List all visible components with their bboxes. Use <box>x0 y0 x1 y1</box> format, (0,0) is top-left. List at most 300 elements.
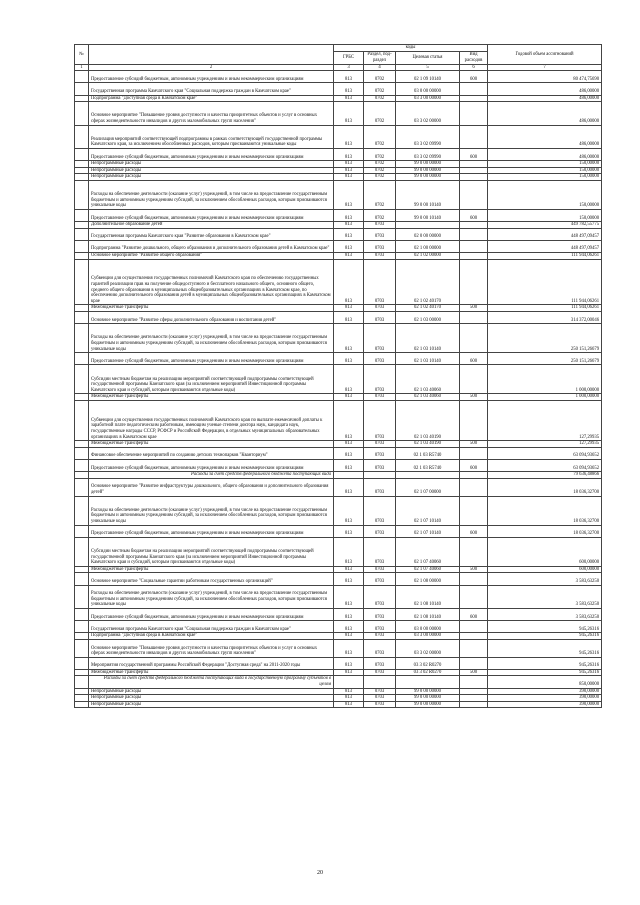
row-section-cell <box>364 676 396 688</box>
table-row <box>75 174 602 181</box>
row-target-cell: 99 0 00 00000 <box>396 695 460 702</box>
row-amount-cell: 250 151,26679 <box>488 353 602 365</box>
row-grbs-cell <box>334 472 364 479</box>
row-section-cell: 0703 <box>364 657 396 669</box>
row-number-cell <box>75 525 89 537</box>
row-type-cell: 600 <box>460 525 488 537</box>
row-name-cell: Расходы на обеспечение деятельности (оказание услуг) учреждений, в том числе на предоставление государственным бюджетным и автономным учреждениям субсидий, за исключением обособленных расходов, которым присваиваются уникальные коды <box>89 585 334 608</box>
table-row-note <box>75 676 602 688</box>
row-target-cell: 02 1 08 10140 <box>396 608 460 620</box>
row-section-cell <box>364 472 396 479</box>
row-type-cell: 500 <box>460 566 488 573</box>
row-section-cell: 0703 <box>364 639 396 657</box>
row-name-cell: Непрограммные расходы <box>89 167 334 174</box>
row-number-cell <box>75 657 89 669</box>
row-type-cell: 500 <box>460 669 488 676</box>
row-type-cell <box>460 222 488 229</box>
row-type-cell <box>460 180 488 209</box>
row-section-cell: 0703 <box>364 633 396 640</box>
row-number-cell <box>75 161 89 168</box>
row-grbs-cell: 813 <box>334 161 364 168</box>
row-amount-cell: 3 583,63250 <box>488 608 602 620</box>
row-target-cell: 02 0 00 00000 <box>396 228 460 240</box>
row-type-cell: 600 <box>460 209 488 221</box>
table-row <box>75 669 602 676</box>
table-row <box>75 148 602 160</box>
row-grbs-cell: 813 <box>334 167 364 174</box>
table-row <box>75 71 602 83</box>
row-type-cell <box>460 240 488 252</box>
row-grbs-cell: 813 <box>334 83 364 95</box>
row-amount-cell: 150,00000 <box>488 167 602 174</box>
row-section-cell: 0702 <box>364 174 396 181</box>
row-name-cell: Непрограммные расходы <box>89 701 334 708</box>
row-number-cell <box>75 222 89 229</box>
row-target-cell: 02 1 03 R5740 <box>396 447 460 459</box>
row-section-cell: 0703 <box>364 447 396 459</box>
row-section-cell: 0702 <box>364 180 396 209</box>
row-section-cell: 0703 <box>364 585 396 608</box>
row-target-cell: 99 0 00 00000 <box>396 688 460 695</box>
row-section-cell: 0703 <box>364 478 396 496</box>
row-section-cell: 0703 <box>364 240 396 252</box>
table-row <box>75 95 602 102</box>
row-section-cell: 0703 <box>364 253 396 260</box>
table-row <box>75 441 602 448</box>
row-name-cell: Государственная программа Камчатского края "Развитие образования в Камчатском крае" <box>89 228 334 240</box>
row-target-cell: 99 0 00 00000 <box>396 701 460 708</box>
row-number-cell <box>75 324 89 353</box>
row-target-cell: 03 3 02 09990 <box>396 148 460 160</box>
row-name-cell: Расходы на обеспечение деятельности (оказание услуг) учреждений, в том числе на предоставление государственным бюджетным и автономным учреждениям субсидий, за исключением обособленных расходов, которым присваиваются уникальные коды <box>89 180 334 209</box>
row-amount-cell: 250 151,26679 <box>488 324 602 353</box>
row-grbs-cell: 813 <box>334 701 364 708</box>
row-target-cell: 02 1 03 R5740 <box>396 459 460 471</box>
row-section-cell: 0703 <box>364 573 396 585</box>
table-row <box>75 701 602 708</box>
row-type-cell <box>460 161 488 168</box>
row-grbs-cell: 813 <box>334 657 364 669</box>
row-number-cell <box>75 688 89 695</box>
row-section-cell: 0703 <box>364 688 396 695</box>
row-grbs-cell: 813 <box>334 240 364 252</box>
row-name-cell: Дополнительное образование детей <box>89 222 334 229</box>
row-section-cell: 0703 <box>364 401 396 441</box>
row-number-cell <box>75 472 89 479</box>
row-name-cell: Финансовое обеспечение мероприятий по созданию детских технопарков "Кванториум" <box>89 447 334 459</box>
row-type-cell <box>460 633 488 640</box>
row-grbs-cell: 813 <box>334 621 364 633</box>
row-type-cell <box>460 228 488 240</box>
row-amount-cell: 111 944,06261 <box>488 305 602 312</box>
row-grbs-cell: 813 <box>334 394 364 401</box>
row-target-cell: 03 0 00 00000 <box>396 621 460 633</box>
row-type-cell <box>460 95 488 102</box>
table-row <box>75 566 602 573</box>
row-amount-cell: 18 036,32700 <box>488 525 602 537</box>
row-target-cell: 99 0 00 10140 <box>396 180 460 209</box>
row-section-cell: 0703 <box>364 259 396 305</box>
row-number-cell <box>75 695 89 702</box>
row-amount-cell: 486,00000 <box>488 83 602 95</box>
row-number-cell <box>75 174 89 181</box>
row-number-cell <box>75 102 89 125</box>
table-row <box>75 496 602 525</box>
row-section-cell: 0703 <box>364 695 396 702</box>
row-target-cell: 02 1 07 40060 <box>396 537 460 566</box>
table-row <box>75 83 602 95</box>
row-name-cell: Основное мероприятие "Социальные гарантии работникам государственных организаций" <box>89 573 334 585</box>
row-target-cell: 02 1 08 10140 <box>396 585 460 608</box>
row-section-cell: 0703 <box>364 621 396 633</box>
row-section-cell: 0702 <box>364 167 396 174</box>
row-name-cell: Субвенции для осуществления государственных полномочий Камчатского края по обеспечению государственных гарантий реализации прав на получение общедоступного и бесплатного начального общего, основного общего, среднего общего образования в муниципальных общеобразовательных организациях в Камчатском крае, по обеспечению дополнительного образования детей в муниципальных общеобразовательных организациях в Камчатском крае <box>89 259 334 305</box>
row-section-cell: 0703 <box>364 365 396 394</box>
table-row <box>75 228 602 240</box>
row-section-cell: 0703 <box>364 324 396 353</box>
row-section-cell: 0703 <box>364 228 396 240</box>
row-grbs-cell: 813 <box>334 585 364 608</box>
row-name-cell: Субвенции для осуществления государственных полномочий Камчатского края по выплате ежемесячной доплаты к заработной плате педагогическим работникам, имеющим ученые степени доктора наук, кандидата наук, государственные награды СССР, РСФСР и Российской Федерации, в отдельных муниципальных образовательных организациях в Камчатском крае <box>89 401 334 441</box>
row-amount-cell: 486,00000 <box>488 148 602 160</box>
table-row <box>75 353 602 365</box>
row-type-cell: 600 <box>460 608 488 620</box>
row-type-cell <box>460 102 488 125</box>
row-name-cell: Расходы за счет средств федерального бюджета поступающих вида в государственную программу субъектов в целом <box>89 676 334 688</box>
row-grbs-cell: 813 <box>334 174 364 181</box>
row-grbs-cell: 813 <box>334 71 364 83</box>
row-type-cell <box>460 639 488 657</box>
row-type-cell <box>460 657 488 669</box>
row-amount-cell: 850,00000 <box>488 676 602 688</box>
row-section-cell: 0703 <box>364 353 396 365</box>
row-grbs-cell: 813 <box>334 566 364 573</box>
header-section: Раздел, под-раздел <box>364 51 396 64</box>
row-amount-cell: 79 636,48866 <box>488 472 602 479</box>
row-type-cell <box>460 472 488 479</box>
row-grbs-cell <box>334 676 364 688</box>
row-type-cell <box>460 573 488 585</box>
row-section-cell: 0703 <box>364 394 396 401</box>
row-target-cell: 02 1 03 00000 <box>396 312 460 324</box>
table-row <box>75 209 602 221</box>
row-grbs-cell: 813 <box>334 447 364 459</box>
row-type-cell <box>460 401 488 441</box>
row-amount-cell: 486,00000 <box>488 125 602 148</box>
row-grbs-cell: 813 <box>334 253 364 260</box>
row-number-cell <box>75 585 89 608</box>
row-number-cell <box>75 478 89 496</box>
row-number-cell <box>75 669 89 676</box>
row-number-cell <box>75 496 89 525</box>
row-name-cell: Межбюджетные трансферты <box>89 441 334 448</box>
row-amount-cell: 945,26316 <box>488 639 602 657</box>
table-row <box>75 222 602 229</box>
table-row <box>75 657 602 669</box>
table-row <box>75 312 602 324</box>
row-number-cell <box>75 228 89 240</box>
row-name-cell: Основное мероприятие "Развитие общего образования" <box>89 253 334 260</box>
row-number-cell <box>75 633 89 640</box>
row-amount-cell: 80 474,75690 <box>488 71 602 83</box>
column-number: 7 <box>488 64 602 71</box>
row-name-cell: Непрограммные расходы <box>89 161 334 168</box>
table-row-note <box>75 472 602 479</box>
row-amount-cell: 1 000,00000 <box>488 365 602 394</box>
row-target-cell: 03 3 00 00000 <box>396 95 460 102</box>
row-grbs-cell: 813 <box>334 525 364 537</box>
table-row <box>75 688 602 695</box>
table-row <box>75 447 602 459</box>
row-number-cell <box>75 95 89 102</box>
row-type-cell: 600 <box>460 148 488 160</box>
row-name-cell: Предоставление субсидий бюджетным, автономным учреждениям и иным некоммерческим организациям <box>89 71 334 83</box>
row-number-cell <box>75 621 89 633</box>
row-amount-cell: 3 583,63250 <box>488 573 602 585</box>
row-type-cell: 500 <box>460 394 488 401</box>
row-grbs-cell: 813 <box>334 102 364 125</box>
row-type-cell <box>460 621 488 633</box>
column-number: 5 <box>396 64 460 71</box>
row-target-cell: 02 1 07 40060 <box>396 566 460 573</box>
row-amount-cell: 945,26316 <box>488 657 602 669</box>
table-row <box>75 305 602 312</box>
row-target-cell: 03 3 00 00000 <box>396 633 460 640</box>
row-number-cell <box>75 259 89 305</box>
row-name-cell: Предоставление субсидий бюджетным, автономным учреждениям и иным некоммерческим организациям <box>89 525 334 537</box>
row-number-cell <box>75 537 89 566</box>
row-target-cell: 02 1 02 40170 <box>396 305 460 312</box>
row-section-cell: 0702 <box>364 83 396 95</box>
row-name-cell: Межбюджетные трансферты <box>89 669 334 676</box>
row-grbs-cell: 813 <box>334 537 364 566</box>
row-number-cell <box>75 83 89 95</box>
row-number-cell <box>75 312 89 324</box>
row-target-cell: 03 3 02 R0270 <box>396 669 460 676</box>
row-section-cell: 0703 <box>364 669 396 676</box>
table-body <box>75 71 602 708</box>
row-number-cell <box>75 573 89 585</box>
row-number-cell <box>75 365 89 394</box>
row-type-cell <box>460 312 488 324</box>
row-grbs-cell: 813 <box>334 441 364 448</box>
row-section-cell: 0703 <box>364 496 396 525</box>
row-target-cell: 02 1 03 40060 <box>396 394 460 401</box>
row-type-cell <box>460 447 488 459</box>
row-name-cell: Предоставление субсидий бюджетным, автономным учреждениям и иным некоммерческим организациям <box>89 148 334 160</box>
row-amount-cell: 1 000,00000 <box>488 394 602 401</box>
row-name-cell: Расходы на обеспечение деятельности (оказание услуг) учреждений, в том числе на предоставление государственным бюджетным и автономным учреждениям субсидий, за исключением обособленных расходов, которым присваиваются уникальные коды <box>89 324 334 353</box>
row-number-cell <box>75 608 89 620</box>
row-type-cell <box>460 478 488 496</box>
row-grbs-cell: 813 <box>334 222 364 229</box>
row-amount-cell: 945,26316 <box>488 621 602 633</box>
row-grbs-cell: 813 <box>334 365 364 394</box>
row-type-cell <box>460 83 488 95</box>
row-type-cell <box>460 537 488 566</box>
row-type-cell <box>460 701 488 708</box>
row-section-cell: 0703 <box>364 312 396 324</box>
table-row <box>75 459 602 471</box>
row-target-cell: 03 3 02 09990 <box>396 125 460 148</box>
row-section-cell: 0702 <box>364 125 396 148</box>
header-grbs: ГРБС <box>334 51 364 64</box>
row-name-cell: Реализация мероприятий соответствующей подпрограммы в рамках соответствующей государственной программы Камчатского края, за исключением обособленных расходов, которым присваиваются уникальные коды <box>89 125 334 148</box>
row-grbs-cell: 813 <box>334 496 364 525</box>
row-name-cell: Государственная программа Камчатского края "Социальная поддержка граждан в Камчатском крае" <box>89 83 334 95</box>
row-name-cell: Основное мероприятие "Развитие сферы дополнительного образования и воспитания детей" <box>89 312 334 324</box>
row-grbs-cell: 813 <box>334 228 364 240</box>
row-amount-cell: 390,00000 <box>488 701 602 708</box>
header-number: № <box>75 45 89 65</box>
table-row <box>75 621 602 633</box>
row-amount-cell: 945,26316 <box>488 633 602 640</box>
row-amount-cell: 3 583,63250 <box>488 585 602 608</box>
row-number-cell <box>75 180 89 209</box>
row-amount-cell: 127,29935 <box>488 401 602 441</box>
row-number-cell <box>75 148 89 160</box>
header-column-numbers <box>75 64 602 71</box>
table-header <box>75 45 602 71</box>
row-target-cell: 02 1 03 10140 <box>396 324 460 353</box>
row-section-cell: 0703 <box>364 608 396 620</box>
row-name-cell: Предоставление субсидий бюджетным, автономным учреждениям и иным некоммерческим организациям <box>89 608 334 620</box>
row-number-cell <box>75 639 89 657</box>
row-number-cell <box>75 676 89 688</box>
row-grbs-cell: 813 <box>334 259 364 305</box>
row-name-cell: Межбюджетные трансферты <box>89 566 334 573</box>
row-target-cell: 99 0 00 00000 <box>396 161 460 168</box>
row-grbs-cell: 813 <box>334 695 364 702</box>
row-grbs-cell: 813 <box>334 95 364 102</box>
table-row <box>75 478 602 496</box>
row-grbs-cell: 813 <box>334 324 364 353</box>
row-section-cell: 0703 <box>364 566 396 573</box>
row-target-cell <box>396 472 460 479</box>
row-name-cell: Мероприятия государственной программы Российской Федерации "Доступная среда" на 2011-2020 годы <box>89 657 334 669</box>
row-grbs-cell: 813 <box>334 312 364 324</box>
row-amount-cell: 63 094,93652 <box>488 447 602 459</box>
row-grbs-cell: 813 <box>334 305 364 312</box>
column-number: 3 <box>334 64 364 71</box>
table-row <box>75 394 602 401</box>
row-number-cell <box>75 71 89 83</box>
row-number-cell <box>75 240 89 252</box>
header-target: Целевая статья <box>396 51 460 64</box>
row-grbs-cell: 813 <box>334 459 364 471</box>
row-type-cell <box>460 365 488 394</box>
row-amount-cell: 486,00000 <box>488 95 602 102</box>
row-section-cell: 0703 <box>364 701 396 708</box>
row-grbs-cell: 813 <box>334 353 364 365</box>
row-target-cell: 02 1 03 40190 <box>396 441 460 448</box>
row-target-cell: 02 1 09 10140 <box>396 71 460 83</box>
row-grbs-cell: 813 <box>334 209 364 221</box>
row-number-cell <box>75 566 89 573</box>
row-type-cell <box>460 585 488 608</box>
row-name-cell: Непрограммные расходы <box>89 688 334 695</box>
row-target-cell: 99 0 00 00000 <box>396 167 460 174</box>
row-name-cell: Межбюджетные трансферты <box>89 305 334 312</box>
row-target-cell: 02 1 00 00000 <box>396 240 460 252</box>
row-target-cell: 02 1 03 40060 <box>396 365 460 394</box>
page-number: 20 <box>317 870 323 876</box>
row-name-cell: Основное мероприятие "Повышение уровня доступности и качества приоритетных объектов и услуг в основных сферах жизнедеятельности инвалидов и других маломобильных групп населения" <box>89 102 334 125</box>
table-row <box>75 167 602 174</box>
table-row <box>75 259 602 305</box>
row-name-cell: Субсидии местным бюджетам на реализацию мероприятий соответствующей подпрограммы соответствующей государственной программы Камчатского края (за исключением мероприятий Инвестиционной программы Камчатского края и субсидий, которым присваиваются отдельные коды) <box>89 537 334 566</box>
row-target-cell <box>396 676 460 688</box>
row-name-cell: Основное мероприятие "Развитие инфраструктуры дошкольного, общего образования и дополнительного образования детей" <box>89 478 334 496</box>
table-row <box>75 537 602 566</box>
table-row <box>75 573 602 585</box>
row-amount-cell: 150,00000 <box>488 161 602 168</box>
header-amount: Годовой объем ассигнований <box>488 45 602 65</box>
row-number-cell <box>75 353 89 365</box>
row-section-cell: 0703 <box>364 441 396 448</box>
header-name <box>89 45 334 65</box>
row-number-cell <box>75 394 89 401</box>
row-number-cell <box>75 253 89 260</box>
row-type-cell <box>460 125 488 148</box>
row-type-cell <box>460 259 488 305</box>
row-name-cell: Предоставление субсидий бюджетным, автономным учреждениям и иным некоммерческим организациям <box>89 353 334 365</box>
row-section-cell: 0702 <box>364 209 396 221</box>
row-amount-cell: 150,00000 <box>488 174 602 181</box>
row-type-cell <box>460 688 488 695</box>
row-section-cell: 0702 <box>364 102 396 125</box>
table-row <box>75 525 602 537</box>
table-row <box>75 240 602 252</box>
row-number-cell <box>75 447 89 459</box>
row-target-cell: 99 0 00 10140 <box>396 209 460 221</box>
row-number-cell <box>75 305 89 312</box>
row-grbs-cell: 813 <box>334 573 364 585</box>
row-grbs-cell: 813 <box>334 633 364 640</box>
row-type-cell: 500 <box>460 305 488 312</box>
row-target-cell: 03 3 02 00000 <box>396 102 460 125</box>
row-target-cell: 03 3 02 00000 <box>396 639 460 657</box>
row-amount-cell: 486,00000 <box>488 102 602 125</box>
row-name-cell: Основное мероприятие "Повышение уровня доступности и качества приоритетных объектов и услуг в основных сферах жизнедеятельности инвалидов и других маломобильных групп населения" <box>89 639 334 657</box>
row-amount-cell: 600,00000 <box>488 566 602 573</box>
row-section-cell: 0702 <box>364 71 396 83</box>
row-target-cell: 02 1 07 10140 <box>396 496 460 525</box>
row-type-cell: 600 <box>460 459 488 471</box>
row-name-cell: Подпрограмма "Доступная среда в Камчатском крае" <box>89 633 334 640</box>
row-target-cell: 02 1 03 40190 <box>396 401 460 441</box>
row-grbs-cell: 813 <box>334 608 364 620</box>
table-row <box>75 639 602 657</box>
budget-table <box>74 44 602 708</box>
table-row <box>75 401 602 441</box>
row-section-cell: 0703 <box>364 222 396 229</box>
row-target-cell <box>396 222 460 229</box>
row-number-cell <box>75 167 89 174</box>
row-amount-cell: 314 372,00046 <box>488 312 602 324</box>
row-target-cell: 02 1 03 10140 <box>396 353 460 365</box>
row-grbs-cell: 813 <box>334 688 364 695</box>
table-row <box>75 125 602 148</box>
row-amount-cell: 945,26316 <box>488 669 602 676</box>
header-exp-type: Вид расходов <box>460 51 488 64</box>
row-amount-cell: 150,00000 <box>488 209 602 221</box>
row-name-cell: Расходы за счет средств федерального бюджета поступающих вида <box>89 472 334 479</box>
table-row <box>75 695 602 702</box>
row-name-cell: Предоставление субсидий бюджетным, автономным учреждениям и иным некоммерческим организациям <box>89 209 334 221</box>
budget-document <box>74 44 601 708</box>
row-grbs-cell: 813 <box>334 669 364 676</box>
